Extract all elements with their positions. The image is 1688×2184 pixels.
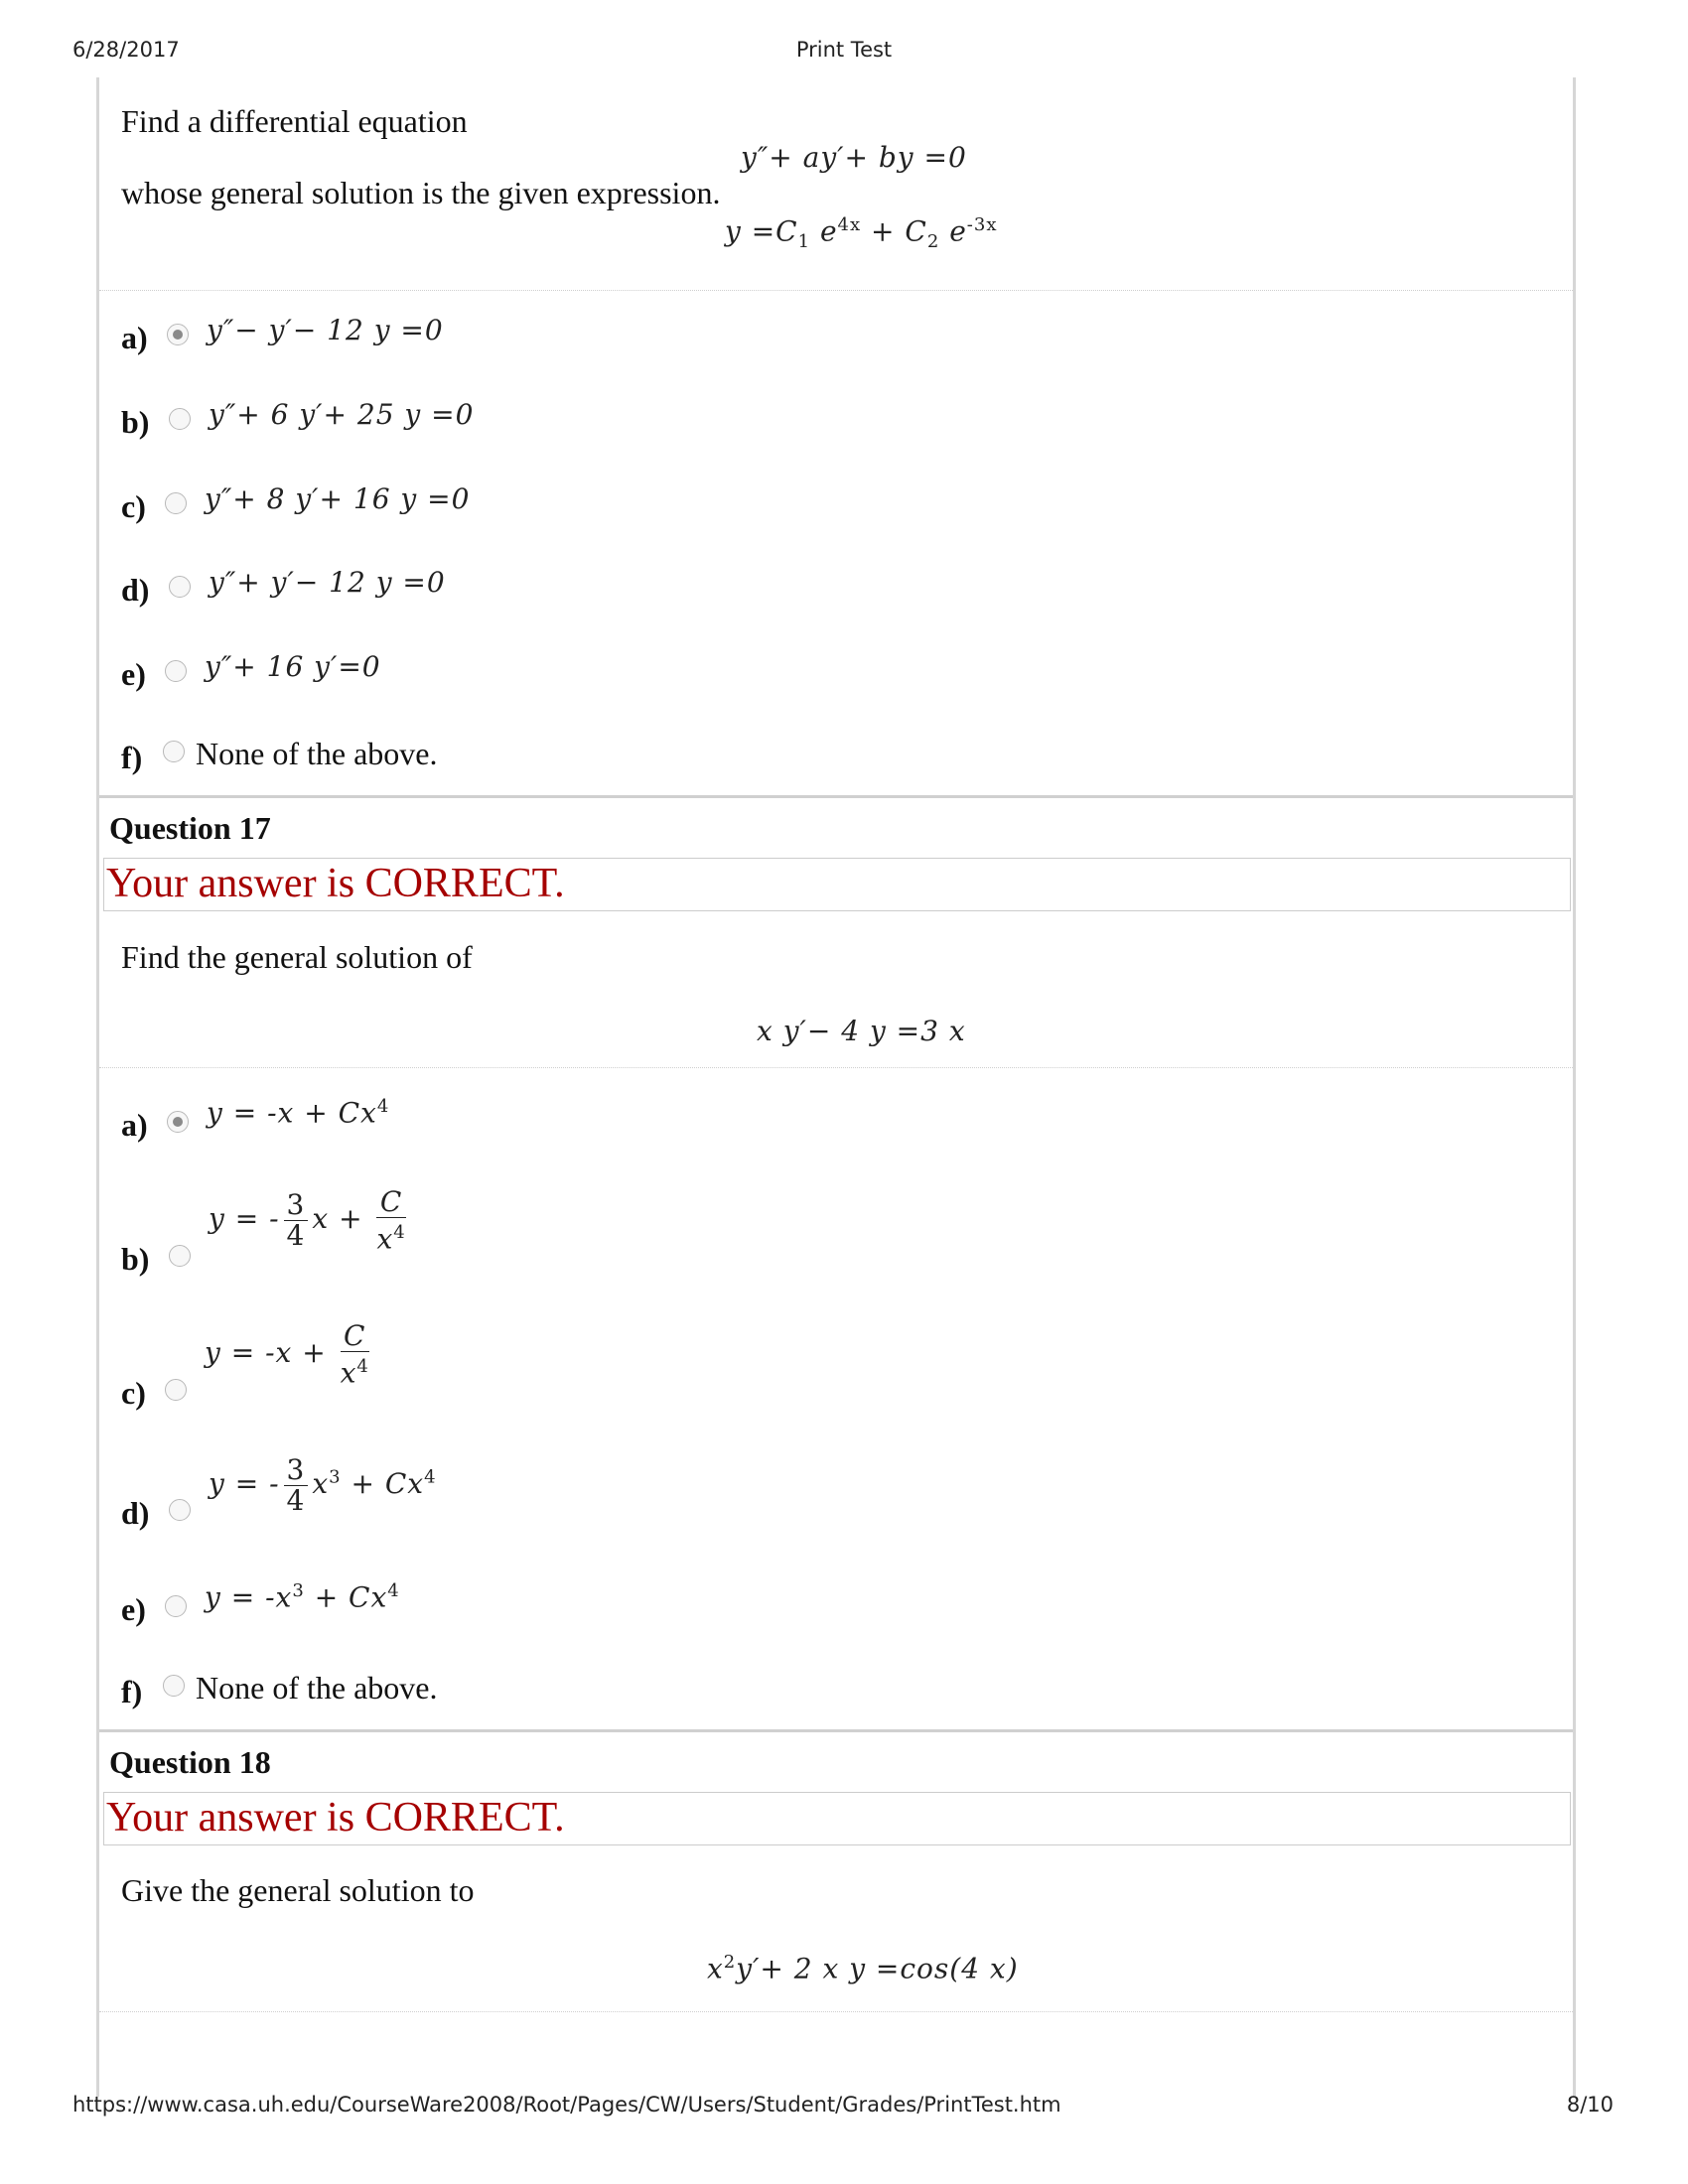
q16-option-f-radio[interactable] <box>163 741 185 762</box>
print-date: 6/28/2017 <box>72 38 180 62</box>
q16-option-e-radio[interactable] <box>165 660 187 682</box>
footer-page-number: 8/10 <box>1566 2093 1614 2116</box>
q16-option-c-expr: y″+ 8 y′+ 16 y =0 <box>205 482 471 515</box>
q16-prompt-1: Find a differential equation <box>121 103 468 139</box>
q16-option-d-radio[interactable] <box>169 576 191 598</box>
q16-option-d-expr: y″+ y′− 12 y =0 <box>209 566 446 599</box>
q16-equation: y″+ ay′+ by =0 <box>741 141 967 174</box>
q16-solution: $y =C_1$ $e^{4x} + C_2$ $e^{-3x}$ <box>725 214 998 252</box>
q17-option-a-radio[interactable] <box>167 1111 189 1133</box>
q17-option-c-expr: y = -x + $\frac{C}{x^4}$ <box>205 1319 369 1390</box>
q16-option-f-label: f) <box>121 740 143 775</box>
q17-option-c-radio[interactable] <box>165 1379 187 1401</box>
q16-option-b-radio[interactable] <box>169 408 191 430</box>
q17-option-d-label: d) <box>121 1495 150 1531</box>
q16-option-e-expr: y″+ 16 y′=0 <box>205 650 381 683</box>
q17-option-b-radio[interactable] <box>169 1245 191 1267</box>
q16-option-a-radio[interactable] <box>167 324 189 345</box>
q17-prompt: Find the general solution of <box>121 939 473 975</box>
q17-option-b-label: b) <box>121 1241 150 1277</box>
q18-prompt: Give the general solution to <box>121 1872 475 1908</box>
q16-option-e-label: e) <box>121 656 146 692</box>
q17-title: Question 17 <box>109 810 271 846</box>
q17-option-f-text: None of the above. <box>196 1670 438 1706</box>
q17-option-a-label: a) <box>121 1107 148 1143</box>
q16-prompt-2: whose general solution is the given expression. <box>121 175 721 210</box>
print-title: Print Test <box>795 38 893 62</box>
q18-equation: $x^2y'+ 2$ x y =cos(4 x) <box>707 1952 1019 1985</box>
q17-option-f-radio[interactable] <box>163 1675 185 1697</box>
q17-option-e-label: e) <box>121 1591 146 1627</box>
q16-option-f-text: None of the above. <box>196 736 438 771</box>
q16-divider <box>99 290 1573 291</box>
q18-title: Question 18 <box>109 1744 271 1780</box>
q16-q17-separator <box>99 795 1573 798</box>
q17-option-f-label: f) <box>121 1674 143 1709</box>
q16-option-a-expr: y″− y′− 12 y =0 <box>207 314 444 346</box>
q16-option-a-label: a) <box>121 320 148 355</box>
footer-url: https://www.casa.uh.edu/CourseWare2008/Root/Pages/CW/Users/Student/Grades/PrintTest.htm <box>72 2093 1061 2116</box>
q18-divider <box>99 2011 1573 2012</box>
q16-option-b-expr: y″+ 6 y′+ 25 y =0 <box>209 398 475 431</box>
q17-option-d-radio[interactable] <box>169 1499 191 1521</box>
q17-option-b-expr: y = - $\frac{3}{4}$ x + $\frac{C}{x^4}$ <box>209 1185 406 1256</box>
q17-equation: x y′− 4 y =3 x <box>757 1015 966 1047</box>
q18-result-banner: Your answer is CORRECT. <box>103 1792 1571 1845</box>
q17-option-c-label: c) <box>121 1375 146 1411</box>
q17-option-a-expr: $y = -x + Cx^4$ <box>207 1096 390 1130</box>
q16-option-d-label: d) <box>121 572 150 608</box>
q17-option-e-radio[interactable] <box>165 1595 187 1617</box>
q17-q18-separator <box>99 1729 1573 1732</box>
q17-option-d-expr: y = - $\frac{3}{4}$ $x^3 + Cx^4$ <box>209 1453 437 1517</box>
q17-divider <box>99 1067 1573 1068</box>
q16-option-c-radio[interactable] <box>165 492 187 514</box>
q17-option-e-expr: $y = -x^3 + Cx^4$ <box>205 1580 400 1614</box>
q16-option-c-label: c) <box>121 488 146 524</box>
q17-result-banner: Your answer is CORRECT. <box>103 858 1571 911</box>
q16-option-b-label: b) <box>121 404 150 440</box>
